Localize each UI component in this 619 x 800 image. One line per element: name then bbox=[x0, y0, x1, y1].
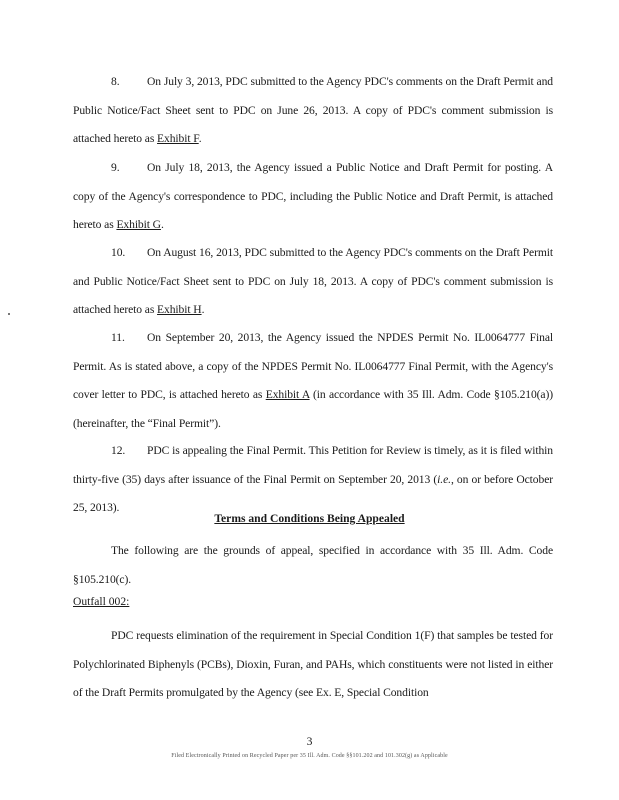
exhibit-reference: Exhibit A bbox=[265, 388, 310, 402]
paragraph-number: 12. bbox=[111, 444, 126, 457]
exhibit-reference: Exhibit G bbox=[116, 218, 161, 232]
paragraph-text-end: (in accordance with 35 Ill. Adm. Code §105.210(a)) (hereinafter, the “Final Permit”). bbox=[73, 388, 554, 430]
paragraph-text: On September 20, 2013, the Agency issued the NPDES Permit No. IL0064777 Final Permit. As is stated above, a copy of the NPDES Permit No. IL0064777 Final Permit, with the Agency's cover letter to PDC, is attached hereto as bbox=[73, 331, 553, 402]
paragraph-text: On July 18, 2013, the Agency issued a Public Notice and Draft Permit for posting. A copy of the Agency's correspondence to PDC, including the Public Notice and Draft Permit, is attached hereto as bbox=[73, 161, 553, 232]
scan-artifact bbox=[8, 313, 10, 315]
paragraph-12 bbox=[73, 437, 553, 523]
paragraph-number: 9. bbox=[111, 161, 120, 174]
section-heading: Terms and Conditions Being Appealed bbox=[214, 512, 405, 525]
paragraph-text: On August 16, 2013, PDC submitted to the Agency PDC's comments on the Draft Permit and Public Notice/Fact Sheet sent to PDC on July 18, 2013. A copy of PDC's comment submission is attached hereto as bbox=[73, 246, 553, 317]
paragraph-number: 10. bbox=[111, 246, 126, 259]
paragraph-text: On July 3, 2013, PDC submitted to the Agency PDC's comments on the Draft Permit and Public Notice/Fact Sheet sent to PDC on June 26, 2013. A copy of PDC's comment submission is attached hereto as bbox=[73, 75, 553, 146]
paragraph-10 bbox=[73, 239, 553, 325]
exhibit-reference: Exhibit H bbox=[157, 303, 202, 317]
outfall-label: Outfall 002: bbox=[73, 595, 130, 608]
paragraph-8 bbox=[73, 68, 553, 154]
paragraph-9 bbox=[73, 154, 553, 240]
paragraph-number: 8. bbox=[111, 75, 120, 88]
paragraph-text-end: . bbox=[160, 218, 164, 232]
exhibit-reference: Exhibit F bbox=[157, 132, 199, 146]
grounds-intro: The following are the grounds of appeal, specified in accordance with 35 Ill. Adm. Code §105.210(c). bbox=[73, 544, 553, 586]
paragraph-text-end: . bbox=[201, 303, 205, 317]
paragraph-text-end: . bbox=[198, 132, 202, 146]
outfall-paragraph: PDC requests elimination of the requirement in Special Condition 1(F) that samples be tested for Polychlorinated Biphenyls (PCBs), Dioxin, Furan, and PAHs, which constituents were not listed in either of the Draft Permits promulgated by the Agency (see Ex. E, Special Condition bbox=[73, 629, 553, 700]
paragraph-11 bbox=[73, 324, 553, 438]
filing-footer: Filed Electronically Printed on Recycled Paper per 35 Ill. Adm. Code §§101.202 and 101.302(g) as Applicable bbox=[171, 753, 448, 759]
paragraph-number: 11. bbox=[111, 331, 125, 344]
paragraph-text-end: , on or before October 25, 2013). bbox=[73, 472, 554, 515]
italic-abbreviation: i.e. bbox=[437, 472, 451, 486]
paragraph-text: PDC is appealing the Final Permit. This Petition for Review is timely, as it is filed within thirty-five (35) days after issuance of the Final Permit on September 20, 2013 ( bbox=[73, 444, 553, 486]
page-number: 3 bbox=[306, 735, 313, 748]
